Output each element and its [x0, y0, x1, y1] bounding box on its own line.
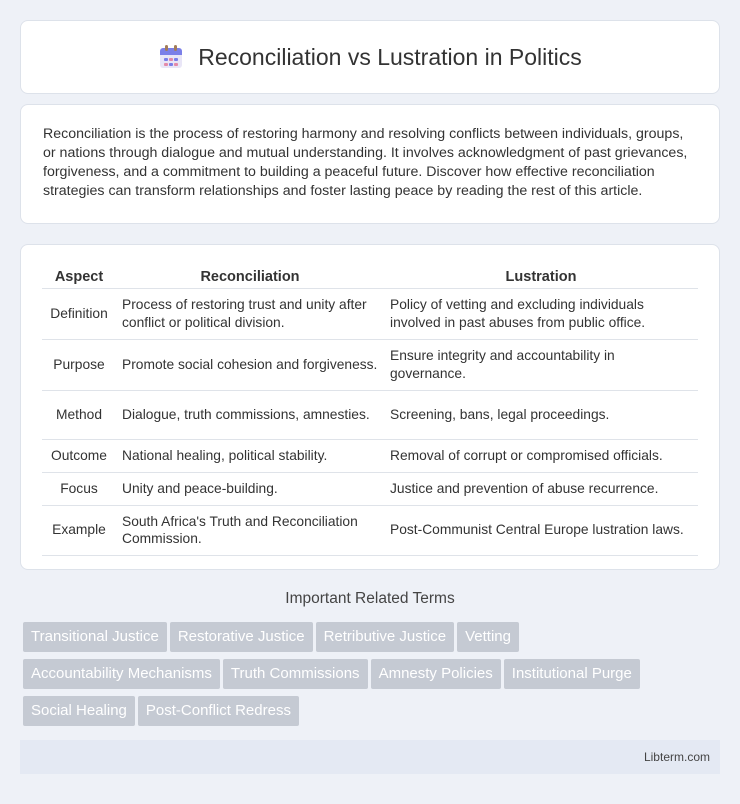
- tag-restorative-justice[interactable]: Restorative Justice: [170, 622, 313, 652]
- comparison-table: [42, 265, 698, 556]
- table-row: [42, 440, 698, 473]
- cell-lustration: Screening, bans, legal proceedings.: [384, 391, 698, 440]
- footer: [20, 740, 720, 774]
- tag-post-conflict-redress[interactable]: Post-Conflict Redress: [138, 696, 299, 726]
- related-terms-list: [23, 622, 723, 733]
- tag-transitional-justice[interactable]: Transitional Justice: [23, 622, 167, 652]
- header-aspect: Aspect: [42, 265, 116, 289]
- cell-reconciliation: National healing, political stability.: [116, 440, 384, 473]
- table-row: [42, 473, 698, 506]
- tag-truth-commissions[interactable]: Truth Commissions: [223, 659, 368, 689]
- table-header-row: [42, 265, 698, 289]
- comparison-table-card: [20, 244, 720, 570]
- table-row: [42, 289, 698, 340]
- cell-reconciliation: Process of restoring trust and unity after conflict or political division.: [116, 289, 384, 340]
- tag-social-healing[interactable]: Social Healing: [23, 696, 135, 726]
- cell-lustration: Ensure integrity and accountability in governance.: [384, 340, 698, 391]
- cell-reconciliation: South Africa's Truth and Reconciliation Commission.: [116, 506, 384, 557]
- header-reconciliation: Reconciliation: [116, 265, 384, 289]
- cell-reconciliation: Dialogue, truth commissions, amnesties.: [116, 391, 384, 440]
- cell-aspect: Method: [42, 391, 116, 440]
- cell-lustration: Policy of vetting and excluding individuals involved in past abuses from public office.: [384, 289, 698, 340]
- cell-lustration: Post-Communist Central Europe lustration laws.: [384, 506, 698, 557]
- intro-card: [20, 104, 720, 224]
- cell-lustration: Justice and prevention of abuse recurrence.: [384, 473, 698, 506]
- tag-institutional-purge[interactable]: Institutional Purge: [504, 659, 640, 689]
- header-lustration: Lustration: [384, 265, 698, 289]
- table-row: [42, 391, 698, 440]
- calendar-icon: [158, 44, 184, 70]
- cell-aspect: Outcome: [42, 440, 116, 473]
- footer-site-link[interactable]: Libterm.com: [643, 750, 710, 764]
- cell-reconciliation: Promote social cohesion and forgiveness.: [116, 340, 384, 391]
- cell-aspect: Focus: [42, 473, 116, 506]
- cell-aspect: Example: [42, 506, 116, 557]
- tag-retributive-justice[interactable]: Retributive Justice: [316, 622, 455, 652]
- header-card: [20, 20, 720, 94]
- table-row: [42, 506, 698, 557]
- cell-aspect: Definition: [42, 289, 116, 340]
- page-title: Reconciliation vs Lustration in Politics: [198, 43, 582, 70]
- tag-vetting[interactable]: Vetting: [457, 622, 519, 652]
- cell-reconciliation: Unity and peace-building.: [116, 473, 384, 506]
- cell-lustration: Removal of corrupt or compromised officials.: [384, 440, 698, 473]
- table-row: [42, 340, 698, 391]
- tag-accountability-mechanisms[interactable]: Accountability Mechanisms: [23, 659, 220, 689]
- intro-text: Reconciliation is the process of restoring harmony and resolving conflicts between individuals, groups, or nations through dialogue and mutual understanding. It involves acknowledgment of past grievances, forgiveness, and a commitment to building a peaceful future. Discover how effective reconciliation strategies can transform relationships and foster lasting peace by reading the rest of this article.: [43, 126, 688, 200]
- tag-amnesty-policies[interactable]: Amnesty Policies: [371, 659, 501, 689]
- cell-aspect: Purpose: [42, 340, 116, 391]
- related-terms-title: Important Related Terms: [285, 590, 455, 607]
